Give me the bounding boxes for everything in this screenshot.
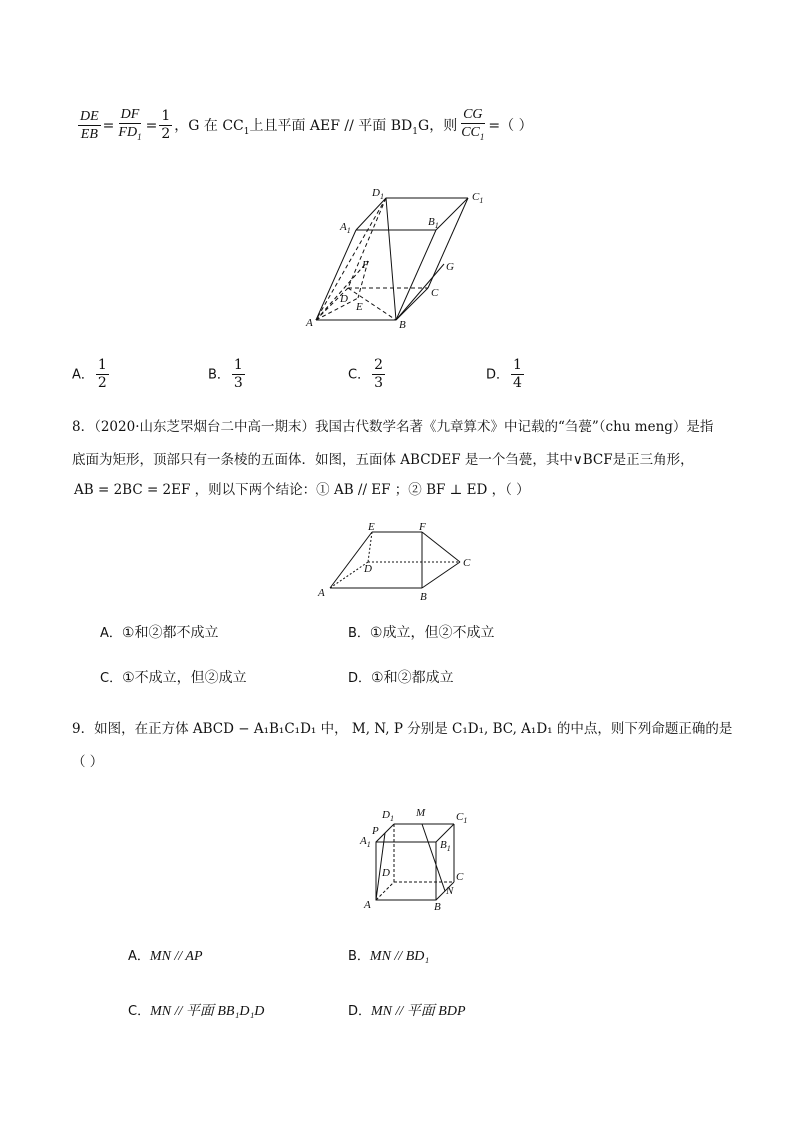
fraction-cg-cc1 (459, 106, 486, 146)
option-text: MN // BD₁ (369, 949, 430, 964)
q9-stem-line-2: （ ） (72, 754, 104, 770)
q9-option-d[interactable]: D．MN // 平面 BDP (348, 1004, 466, 1019)
q9-option-b[interactable]: B．MN // BD₁ (348, 949, 430, 964)
option-fraction: $\frac{1}{2}$ (97, 357, 107, 391)
label-c: C (456, 871, 464, 883)
option-text: MN // 平面 BDP (371, 1004, 466, 1019)
label-c: C (431, 287, 439, 299)
fraction-denominator: 2 (161, 126, 171, 143)
label-a1: $A_1$ (360, 835, 371, 849)
q9-option-c[interactable]: C．MN // 平面 BB₁D₁D (128, 1004, 265, 1019)
label-e: E (368, 521, 375, 533)
label-n: N (446, 885, 454, 897)
label-b1: $B_1$ (440, 839, 451, 853)
q9-cube-figure (356, 802, 476, 912)
q9-option-a[interactable]: A．MN // AP (128, 949, 203, 964)
label-b: B (434, 901, 441, 912)
option-text: ①和②都不成立 (121, 625, 219, 641)
q7-option-b[interactable]: B． $\frac{1}{3}$ (208, 357, 243, 391)
label-a: A (364, 899, 371, 911)
q8-option-c[interactable]: C．①不成立，但②成立 (100, 670, 247, 686)
label-b: B (399, 319, 406, 331)
fraction-numerator: DF (120, 107, 140, 122)
fraction-numerator: 1 (161, 108, 171, 125)
label-m: M (416, 807, 426, 819)
q8-option-d[interactable]: D．①和②都成立 (348, 670, 454, 686)
label-g: G (446, 261, 454, 273)
label-e: E (356, 301, 363, 313)
equals-sign: = (102, 117, 115, 134)
label-f: F (419, 521, 426, 533)
fraction-numerator: CG (463, 107, 483, 122)
option-fraction: $\frac{1}{4}$ (513, 357, 522, 391)
label-a: A (306, 317, 313, 329)
label-c: C (463, 557, 471, 569)
q7-stem (76, 106, 533, 146)
equals-sign: = (145, 117, 158, 134)
q7-parallelepiped-figure (296, 178, 506, 336)
option-fraction: $\frac{2}{3}$ (374, 357, 383, 391)
label-d1: $D_1$ (382, 809, 394, 823)
answer-blank: =（ ） (488, 117, 533, 134)
q7-option-d[interactable]: D． $\frac{1}{4}$ (486, 357, 522, 391)
option-text: ①和②都成立 (371, 670, 454, 686)
q8-option-b[interactable]: B．①成立，但②不成立 (348, 625, 495, 641)
label-c1: $C_1$ (472, 191, 484, 205)
fraction-denominator: EB (80, 127, 98, 143)
q7-option-c[interactable]: C． $\frac{2}{3}$ (348, 357, 383, 391)
label-b: B (420, 591, 427, 603)
q8-stem-line-2: 底面为矩形，顶部只有一条棱的五面体．如图，五面体 ABCDEF 是一个刍甍，其中∨BCF是正三角形， (72, 452, 694, 468)
stem-text: ，G 在 $CC_1$上且平面 AEF // 平面 $BD_1G$，则 (174, 117, 458, 137)
q8-option-a[interactable]: A．①和②都不成立 (100, 625, 219, 641)
label-f: F (362, 259, 369, 271)
option-text: ①不成立，但②成立 (122, 670, 247, 686)
fraction-one-half (159, 108, 172, 143)
label-d: D (340, 293, 348, 305)
q8-pentahedron-figure (312, 520, 482, 604)
option-text: MN // AP (149, 949, 203, 964)
label-c1: $C_1$ (456, 811, 468, 825)
fraction-denominator: $FD_1$ (118, 125, 142, 142)
q7-option-a[interactable]: A． $\frac{1}{2}$ (72, 357, 107, 391)
label-p: P (372, 825, 379, 837)
label-d: D (382, 867, 390, 879)
label-d: D (364, 563, 372, 575)
q9-stem-line-1: 9．如图，在正方体 ABCD − A₁B₁C₁D₁ 中， M, N, P 分别是 C₁D₁, BC, A₁D₁ 的中点，则下列命题正确的是 (72, 721, 733, 737)
q8-stem-line-3: AB = 2BC = 2EF ，则以下两个结论：① AB // EF ；② BF ⊥ ED ，（ ） (74, 482, 530, 498)
option-text: ①成立，但②不成立 (369, 625, 495, 641)
fraction-denominator: $CC_1$ (461, 125, 485, 142)
fraction-de-eb (78, 108, 101, 143)
option-fraction: $\frac{1}{3}$ (233, 357, 243, 391)
fraction-numerator: DE (80, 109, 99, 125)
fraction-df-fd1 (116, 106, 143, 146)
label-d1: $D_1$ (372, 187, 384, 201)
q8-stem-line-1: 8．（2020·山东芝罘烟台二中高一期末）我国古代数学名著《九章算术》中记载的“刍甍”（chu meng）是指 (72, 419, 714, 435)
label-b1: $B_1$ (428, 216, 439, 230)
option-text: MN // 平面 BB₁D₁D (150, 1004, 265, 1019)
label-a: A (318, 587, 325, 599)
label-a1: $A_1$ (340, 221, 351, 235)
